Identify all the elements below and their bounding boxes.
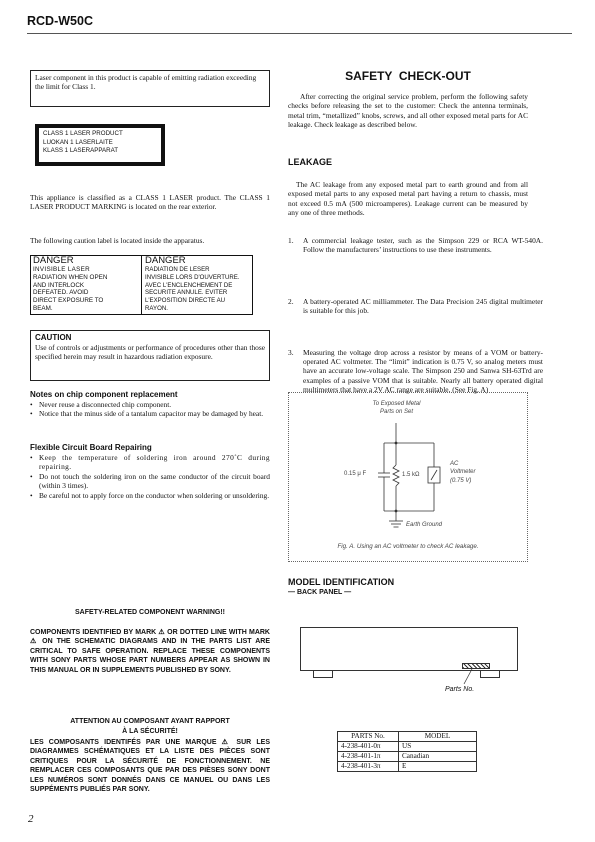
leakage-item-number: 1. bbox=[288, 236, 294, 245]
laser-product-label bbox=[35, 124, 165, 166]
caution-label-intro: The following caution label is located inside the apparatus. bbox=[30, 236, 205, 245]
table-cell: US bbox=[399, 742, 477, 752]
parts-model-table bbox=[337, 731, 477, 772]
flex-item: • Keep the temperature of soldering iron around 270˚C during repairing. bbox=[30, 453, 270, 472]
attention-title-2: À LA SÉCURITÉ! bbox=[122, 728, 178, 735]
danger-line: INVISIBLE LASER bbox=[33, 266, 90, 273]
figure-caption: Fig. A. Using an AC voltmeter to check AC leakage. bbox=[337, 543, 479, 550]
laser-notice-text: Laser component in this product is capable of emitting radiation exceeding the limit for Class 1. bbox=[35, 73, 257, 92]
laser-label-line-1: CLASS 1 LASER PRODUCT bbox=[43, 130, 123, 137]
leakage-item-text: Measuring the voltage drop across a resistor by means of a VOM or battery-operated AC voltmeter. The “limit” indication is 0.75 V, so analog meters must have an accurate low-voltage scale. The Simpson 250 and Sanwa SH-63Trd are examples of a passive VOM that is suitable. Nearly all battery operated digital multimeters that have a 2V AC range are suitable. (See Fig. A) bbox=[303, 347, 543, 395]
danger-line: RAYON. bbox=[145, 304, 168, 312]
leakage-item bbox=[288, 236, 543, 255]
danger-line: RADIATION DE LESER bbox=[145, 266, 210, 273]
table-header: PARTS No. bbox=[338, 732, 399, 742]
chip-note-item: • Never reuse a disconnected chip component. bbox=[30, 400, 270, 409]
class-paragraph: This appliance is classified as a CLASS 1 LASER product. The CLASS 1 LASER PRODUCT MARKING is located on the rear exterior. bbox=[30, 193, 270, 212]
figure-a bbox=[288, 392, 528, 562]
laser-notice-box bbox=[30, 70, 270, 107]
danger-line: BEAM. bbox=[33, 304, 53, 312]
leakage-item-number: 3. bbox=[288, 347, 294, 357]
laser-label-line-2: LUOKAN 1 LASERLAITE bbox=[43, 138, 113, 146]
table-cell: E bbox=[399, 762, 477, 772]
leakage-item-text: A commercial leakage tester, such as the Simpson 229 or RCA WT-540A. Follow the manufacturers’ instructions to use these instruments. bbox=[303, 236, 543, 255]
danger-line: DEFEATED. AVOID bbox=[33, 289, 89, 297]
safety-check-intro: After correcting the original service problem, perform the following safety checks before releasing the set to the customer: Check the antenna terminals, metal trim, “metallized” knobs, screws, and all other exposed metal parts for AC leakage. Check leakage as described below. bbox=[288, 92, 528, 130]
danger-line: L'EXPOSITION DIRECTE AU bbox=[145, 297, 226, 305]
capacitor-label: 0.15 μ F bbox=[344, 471, 367, 477]
danger-line: INVISIBLE LORS D'OUVERTURE. bbox=[145, 273, 240, 281]
figure-top-label-1: To Exposed Metal bbox=[372, 401, 421, 407]
table-cell: 4-238-401-3π bbox=[338, 762, 399, 772]
caution-title: CAUTION bbox=[35, 333, 72, 342]
danger-line: SECURITE ANNULE. EVITER bbox=[145, 289, 228, 297]
table-header: MODEL bbox=[399, 732, 477, 742]
leakage-title: LEAKAGE bbox=[288, 157, 333, 167]
leakage-item-number: 2. bbox=[288, 296, 294, 306]
caution-box bbox=[30, 330, 270, 381]
attention-title-1: ATTENTION AU COMPOSANT AYANT RAPPORT bbox=[70, 718, 230, 725]
meter-label-3: (0.75 V) bbox=[450, 478, 472, 484]
safety-warning-title: SAFETY-RELATED COMPONENT WARNING!! bbox=[75, 609, 225, 616]
parts-no-label: Parts No. bbox=[445, 686, 475, 693]
danger-line: RADIATION WHEN OPEN bbox=[33, 273, 108, 281]
meter-label-2: Voltmeter bbox=[450, 469, 476, 475]
danger-line: AVEC L'ENCLENCHEMENT DE bbox=[145, 281, 233, 289]
flex-item: • Be careful not to apply force on the conductor when soldering or unsoldering. bbox=[30, 491, 270, 500]
attention-text: LES COMPOSANTS IDENTIFÉS PAR UNE MARQUE ⚠ SUR LES DIAGRAMMES SCHÉMATIQUES ET LA LISTE DES PIÈCES SONT CRITIQUES POUR LA SÉCURITÉ DE FONCTIONNEMENT. NE REMPLACER CES COMPOSANTS QUE PAR DES PIÈSES SONY DONT LES NUMÉROS SONT DONNÉS DANS CE MANUEL OU DANS LES SUPPÉMENTS PUBLIÉS PAR SONY. bbox=[30, 739, 270, 794]
flex-section bbox=[30, 443, 270, 500]
chip-notes-section bbox=[30, 390, 270, 419]
leakage-intro: The AC leakage from any exposed metal part to earth ground and from all exposed metal parts to any exposed metal part having a return to chassis, must not exceed 0.5 mA (500 microamperes). Leakage current can be measured by any one of three methods. bbox=[288, 180, 528, 218]
model-header: RCD-W50C bbox=[27, 14, 93, 28]
safety-warning-text: COMPONENTS IDENTIFIED BY MARK ⚠ OR DOTTED LINE WITH MARK ⚠ ON THE SCHEMATIC DIAGRAMS AND IN THE PARTS LIST ARE CRITICAL TO SAFE OPERATION. REPLACE THESE COMPONENTS WITH SONY PARTS WHOSE PART NUMBERS APPEAR AS SHOWN IN THIS MANUAL OR IN SUPPLEMENTS PUBLISHED BY SONY. bbox=[30, 629, 270, 674]
panel-foot-right bbox=[480, 670, 500, 678]
leakage-item-text: A battery-operated AC milliammeter. The Data Precision 245 digital multimeter is suitable for this job. bbox=[303, 296, 543, 316]
danger-line: AND INTERLOCK bbox=[33, 281, 85, 289]
chip-note-item: • Notice that the minus side of a tantalum capacitor may be damaged by heat. bbox=[30, 409, 270, 418]
laser-label-line-3: KLASS 1 LASERAPPARAT bbox=[43, 147, 119, 154]
model-id-title: MODEL IDENTIFICATION bbox=[288, 577, 395, 587]
table-row bbox=[338, 752, 477, 762]
table-cell: 4-238-401-0π bbox=[338, 742, 399, 752]
danger-title-fr: DANGER bbox=[145, 255, 186, 266]
resistor-label: 1.5 kΩ bbox=[402, 472, 420, 478]
panel-foot-left bbox=[313, 670, 333, 678]
leakage-circuit-diagram bbox=[289, 393, 527, 543]
chip-notes-title: Notes on chip component replacement bbox=[30, 390, 178, 399]
table-cell: Canadian bbox=[399, 752, 477, 762]
figure-top-label-2: Parts on Set bbox=[379, 409, 414, 415]
page-number: 2 bbox=[28, 813, 34, 825]
table-row bbox=[338, 762, 477, 772]
header-rule bbox=[27, 33, 572, 34]
danger-title-en: DANGER bbox=[33, 255, 74, 266]
model-id-subtitle: — BACK PANEL — bbox=[288, 589, 352, 596]
meter-label-1: AC bbox=[450, 461, 459, 467]
table-cell: 4-238-401-1π bbox=[338, 752, 399, 762]
flex-item: • Do not touch the soldering iron on the same conductor of the circuit board (within 3 times). bbox=[30, 472, 270, 491]
table-row bbox=[338, 742, 477, 752]
leakage-item bbox=[288, 348, 543, 395]
danger-line: DIRECT EXPOSURE TO bbox=[33, 297, 104, 305]
flex-title: Flexible Circuit Board Repairing bbox=[30, 443, 152, 452]
table-header-row bbox=[338, 732, 477, 742]
ground-label: Earth Ground bbox=[406, 522, 443, 528]
danger-label bbox=[30, 255, 253, 315]
safety-check-title: SAFETY CHECK-OUT bbox=[345, 69, 471, 83]
leakage-item bbox=[288, 297, 543, 316]
caution-text: Use of controls or adjustments or performance of procedures other than those specified herein may result in hazardous radiation exposure. bbox=[35, 343, 265, 362]
